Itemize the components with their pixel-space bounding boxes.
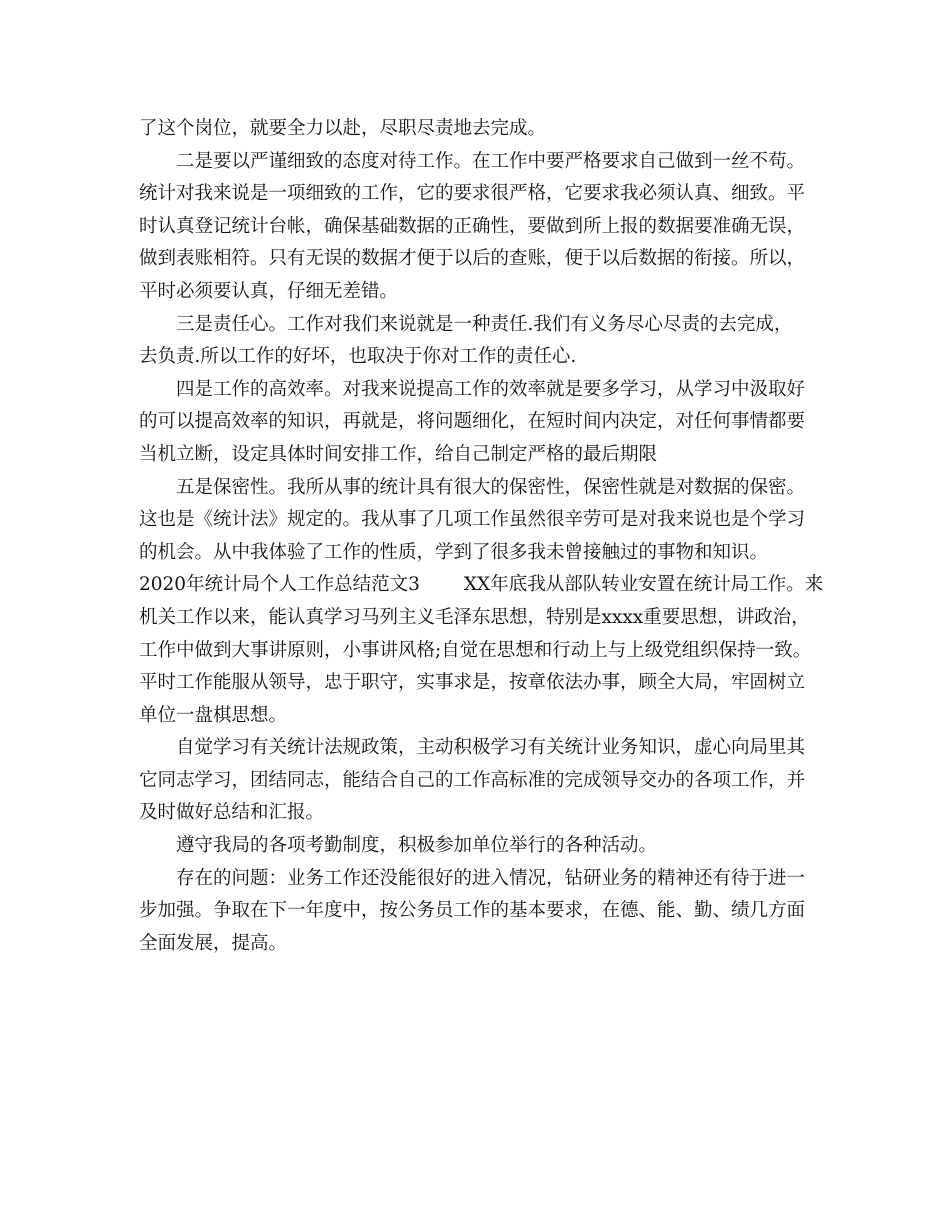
text-line: 全面发展，提高。 bbox=[139, 932, 288, 954]
text-line: 去负责.所以工作的好坏，也取决于你对工作的责任心. bbox=[139, 346, 577, 368]
text-line: 的可以提高效率的知识，再就是，将问题细化，在短时间内决定，对任何事情都要 bbox=[139, 411, 806, 433]
text-line: 遵守我局的各项考勤制度，积极参加单位举行的各种活动。 bbox=[176, 835, 658, 857]
text-line: 做到表账相符。只有无误的数据才便于以后的查账，便于以后数据的衔接。所以， bbox=[139, 248, 806, 270]
text-line: 自觉学习有关统计法规政策，主动积极学习有关统计业务知识，虚心向局里其 bbox=[176, 737, 806, 759]
text-line: 的机会。从中我体验了工作的性质，学到了很多我未曾接触过的事物和知识。 bbox=[139, 541, 769, 563]
text-line: 这也是《统计法》规定的。我从事了几项工作虽然很辛劳可是对我来说也是个学习 bbox=[139, 509, 806, 531]
text-line: 四是工作的高效率。对我来说提高工作的效率就是要多学习，从学习中汲取好 bbox=[176, 378, 806, 400]
text-line: 存在的问题：业务工作还没能很好的进入情况，钻研业务的精神还有待于进一 bbox=[176, 867, 806, 889]
text-line: 平时工作能服从领导，忠于职守，实事求是，按章依法办事，顾全大局，牢固树立 bbox=[139, 672, 806, 694]
text-line: 工作中做到大事讲原则，小事讲风格;自觉在思想和行动上与上级党组织保持一致。 bbox=[139, 639, 812, 661]
text-line: 机关工作以来，能认真学习马列主义毛泽东思想，特别是xxxx重要思想，讲政治， bbox=[139, 606, 810, 628]
text-line: 及时做好总结和汇报。 bbox=[139, 802, 325, 824]
text-line: 二是要以严谨细致的态度对待工作。在工作中要严格要求自己做到一丝不苟。 bbox=[176, 150, 806, 172]
section-title: 2020年统计局个人工作总结范文3 bbox=[139, 574, 420, 596]
text-line: 统计对我来说是一项细致的工作，它的要求很严格，它要求我必须认真、细致。平 bbox=[139, 183, 806, 205]
text-line: 它同志学习，团结同志，能结合自己的工作高标准的完成领导交办的各项工作，并 bbox=[139, 769, 806, 791]
text-line: 三是责任心。工作对我们来说就是一种责任.我们有义务尽心尽责的去完成， bbox=[176, 313, 793, 335]
text-line: XX年底我从部队转业安置在统计局工作。来 bbox=[463, 574, 824, 596]
text-line: 平时必须要认真，仔细无差错。 bbox=[139, 280, 399, 302]
text-line: 当机立断，设定具体时间安排工作，给自己制定严格的最后期限 bbox=[139, 443, 658, 465]
text-line: 步加强。争取在下一年度中，按公务员工作的基本要求，在德、能、勤、绩几方面 bbox=[139, 900, 806, 922]
text-line: 五是保密性。我所从事的统计具有很大的保密性，保密性就是对数据的保密。 bbox=[176, 476, 806, 498]
text-line: 了这个岗位，就要全力以赴，尽职尽责地去完成。 bbox=[139, 118, 547, 139]
text-line: 单位一盘棋思想。 bbox=[139, 704, 288, 726]
section-title-line bbox=[139, 569, 824, 602]
text-line: 时认真登记统计台帐，确保基础数据的正确性，要做到所上报的数据要准确无误， bbox=[139, 215, 806, 237]
document-body bbox=[139, 113, 824, 960]
